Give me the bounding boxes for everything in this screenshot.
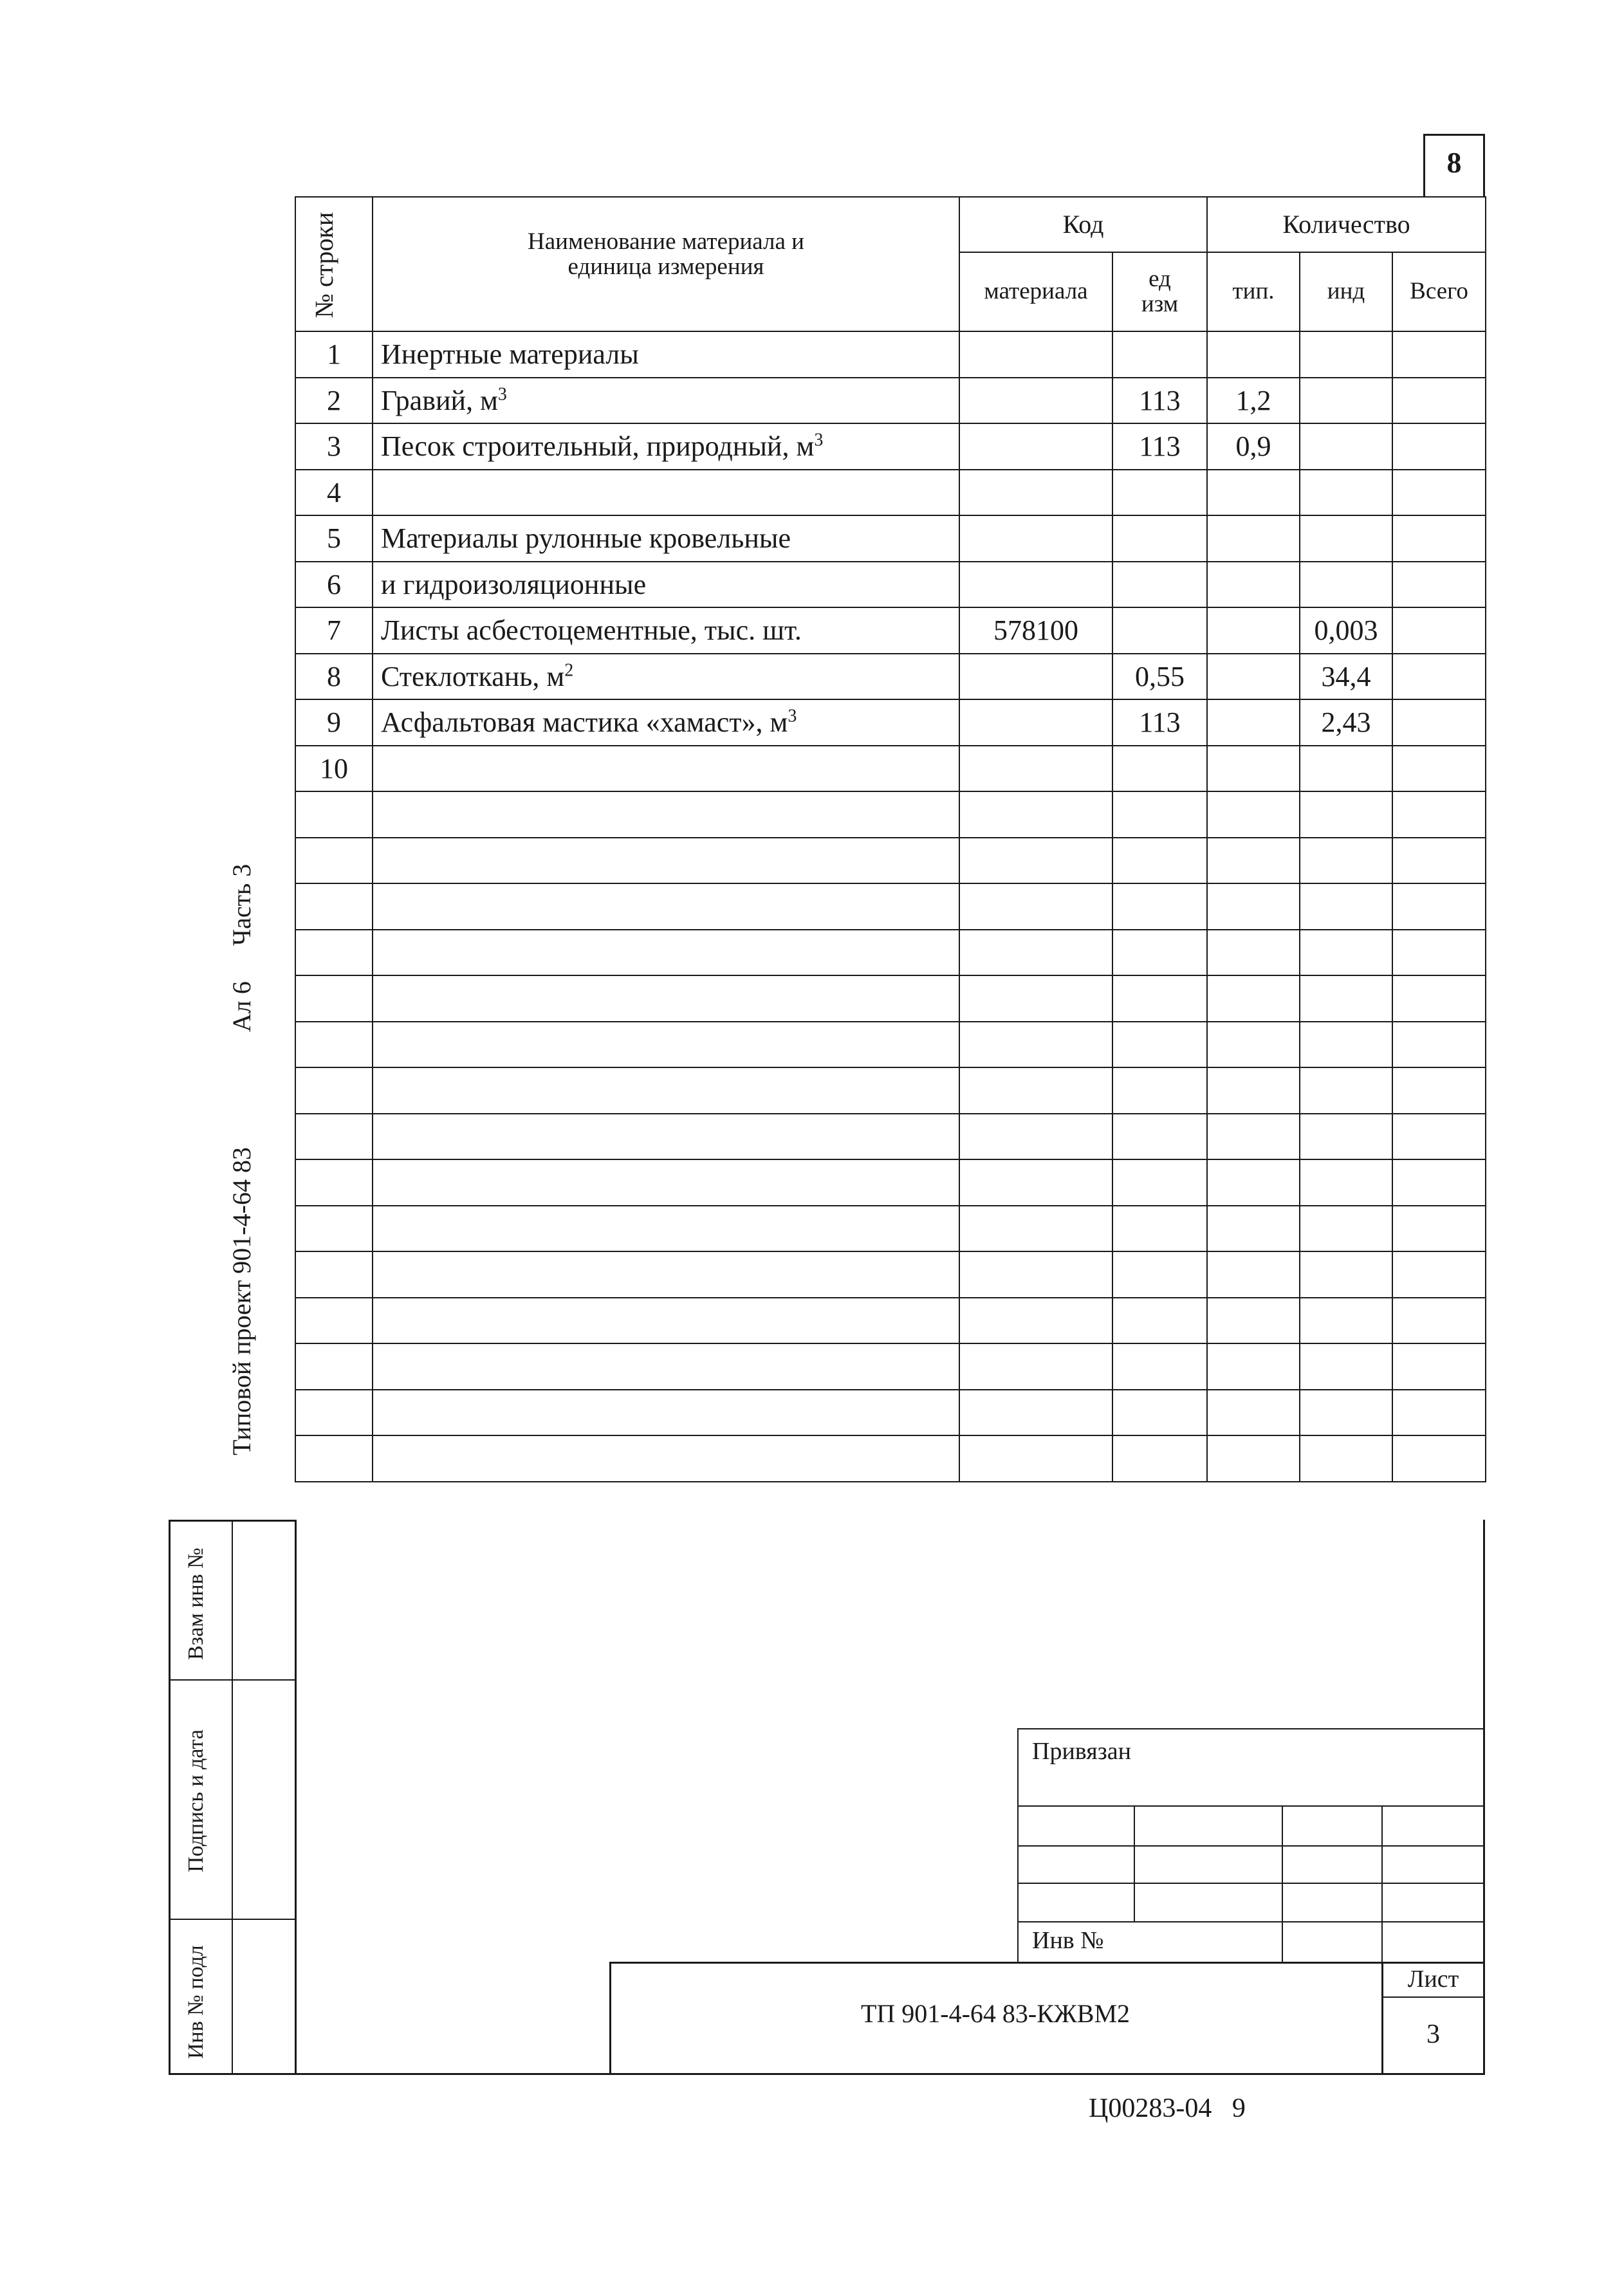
side-part: Часть 3 <box>227 863 256 946</box>
binding-label: Привязан <box>1032 1738 1131 1765</box>
row-qty-ind <box>1300 331 1392 378</box>
empty-cell <box>1112 1298 1207 1344</box>
row-qty-ind <box>1300 562 1392 608</box>
empty-cell <box>1392 1298 1486 1344</box>
empty-cell <box>1112 930 1207 976</box>
binding-v3 <box>1381 1805 1383 1963</box>
empty-cell <box>1112 838 1207 884</box>
header-qty-total: Всего <box>1392 252 1486 331</box>
empty-cell <box>1112 1022 1207 1068</box>
table-row <box>295 331 1486 378</box>
empty-cell <box>959 975 1112 1022</box>
header-quantity: Количество <box>1207 197 1486 252</box>
row-code-material <box>959 515 1112 562</box>
empty-cell <box>959 1159 1112 1206</box>
empty-cell <box>373 1435 959 1482</box>
row-code-material: 578100 <box>959 607 1112 654</box>
empty-cell <box>373 1067 959 1114</box>
empty-cell <box>1300 791 1392 838</box>
header-qty-ind: инд <box>1300 252 1392 331</box>
empty-cell <box>1207 1390 1300 1436</box>
row-qty-typ <box>1207 607 1300 654</box>
doc-code: ТП 901-4-64 83-КЖВМ2 <box>860 1999 1130 2028</box>
empty-cell <box>1207 1206 1300 1252</box>
empty-cell <box>959 1114 1112 1160</box>
empty-cell <box>1207 1251 1300 1298</box>
binding-h2 <box>1017 1845 1485 1847</box>
stamp-podpis-data: Подпись и дата <box>184 1729 208 1872</box>
row-name-text: Стеклоткань, м <box>381 660 565 692</box>
empty-cell <box>1300 883 1392 930</box>
row-qty-typ <box>1207 515 1300 562</box>
empty-cell <box>1300 1114 1392 1160</box>
row-code-unit: 0,55 <box>1112 654 1207 700</box>
row-name <box>373 562 959 608</box>
table-row <box>295 562 1486 608</box>
table-row <box>295 423 1486 470</box>
empty-cell <box>1112 883 1207 930</box>
row-code-material <box>959 423 1112 470</box>
row-name <box>373 746 959 792</box>
row-qty-ind <box>1300 515 1392 562</box>
empty-cell <box>1300 838 1392 884</box>
empty-cell <box>1112 1114 1207 1160</box>
empty-cell <box>295 838 373 884</box>
row-name-text: Листы асбестоцементные, тыс. шт. <box>381 614 802 647</box>
table-row-empty <box>295 1435 1486 1482</box>
empty-cell <box>1392 1390 1486 1436</box>
table-row-empty <box>295 975 1486 1022</box>
title-block-h <box>1381 1996 1485 1998</box>
empty-cell <box>1207 1435 1300 1482</box>
empty-cell <box>1112 1435 1207 1482</box>
row-code-material <box>959 699 1112 746</box>
header-qty-typ: тип. <box>1207 252 1300 331</box>
empty-cell <box>295 1206 373 1252</box>
empty-cell <box>295 930 373 976</box>
table-row-empty <box>295 1343 1486 1390</box>
binding-h3 <box>1017 1883 1485 1884</box>
row-name <box>373 699 959 746</box>
empty-cell <box>1112 1390 1207 1436</box>
empty-cell <box>959 883 1112 930</box>
empty-cell <box>373 975 959 1022</box>
row-name <box>373 515 959 562</box>
row-qty-typ <box>1207 562 1300 608</box>
row-qty-ind: 34,4 <box>1300 654 1392 700</box>
stamp-side-divider-v <box>232 1520 233 2075</box>
row-name <box>373 423 959 470</box>
empty-cell <box>959 1022 1112 1068</box>
empty-cell <box>1112 1343 1207 1390</box>
row-code-material <box>959 378 1112 424</box>
empty-cell <box>959 1298 1112 1344</box>
row-qty-total <box>1392 699 1486 746</box>
header-name <box>373 197 959 331</box>
row-qty-ind <box>1300 470 1392 516</box>
header-name-text: Наименование материала и единица измерения <box>528 228 804 280</box>
empty-cell <box>295 1390 373 1436</box>
binding-v2 <box>1282 1805 1283 1963</box>
row-code-material <box>959 654 1112 700</box>
empty-cell <box>373 1159 959 1206</box>
empty-cell <box>1300 1435 1392 1482</box>
row-no: 5 <box>295 515 373 562</box>
empty-cell <box>1300 1022 1392 1068</box>
row-code-material <box>959 746 1112 792</box>
empty-cell <box>295 791 373 838</box>
row-name-text: Материалы рулонные кровельные <box>381 522 791 555</box>
table-row <box>295 378 1486 424</box>
row-qty-ind <box>1300 378 1392 424</box>
empty-cell <box>1392 838 1486 884</box>
table-row-empty <box>295 1114 1486 1160</box>
row-code-unit <box>1112 562 1207 608</box>
table-row-empty <box>295 791 1486 838</box>
row-code-material <box>959 331 1112 378</box>
stamp-vzam-inv: Взам инв № <box>184 1547 208 1660</box>
row-qty-ind: 2,43 <box>1300 699 1392 746</box>
empty-cell <box>1207 1114 1300 1160</box>
header-code: Код <box>959 197 1207 252</box>
empty-cell <box>373 883 959 930</box>
empty-cell <box>1392 1067 1486 1114</box>
table-row <box>295 470 1486 516</box>
empty-cell <box>1300 930 1392 976</box>
empty-cell <box>959 791 1112 838</box>
empty-cell <box>295 1022 373 1068</box>
empty-cell <box>295 1251 373 1298</box>
empty-cell <box>1300 1298 1392 1344</box>
row-code-unit <box>1112 607 1207 654</box>
empty-cell <box>1392 930 1486 976</box>
row-qty-total <box>1392 607 1486 654</box>
empty-cell <box>295 1159 373 1206</box>
empty-cell <box>1392 1251 1486 1298</box>
binding-h4 <box>1017 1921 1485 1922</box>
empty-cell <box>1112 1206 1207 1252</box>
table-row-empty <box>295 838 1486 884</box>
table-row-empty <box>295 1022 1486 1068</box>
empty-cell <box>1300 1390 1392 1436</box>
footer-code: Ц00283-04 9 <box>1089 2094 1246 2123</box>
table-row-empty <box>295 1390 1486 1436</box>
empty-cell <box>1392 883 1486 930</box>
header-row-no-text: № строки <box>309 212 338 318</box>
empty-cell <box>1112 1251 1207 1298</box>
row-code-unit <box>1112 515 1207 562</box>
header-code-unit <box>1112 252 1207 331</box>
empty-cell <box>373 1206 959 1252</box>
row-name <box>373 470 959 516</box>
empty-cell <box>1207 930 1300 976</box>
row-code-material <box>959 470 1112 516</box>
table-row-empty <box>295 1298 1486 1344</box>
empty-cell <box>295 1298 373 1344</box>
empty-cell <box>1112 1067 1207 1114</box>
row-name <box>373 607 959 654</box>
empty-cell <box>1300 1206 1392 1252</box>
binding-v1 <box>1134 1805 1135 1921</box>
row-name-unit-exponent: 2 <box>564 660 574 681</box>
empty-cell <box>295 1343 373 1390</box>
empty-cell <box>1207 838 1300 884</box>
row-code-unit <box>1112 331 1207 378</box>
empty-cell <box>1207 791 1300 838</box>
row-name <box>373 331 959 378</box>
empty-cell <box>1392 1114 1486 1160</box>
row-qty-total <box>1392 654 1486 700</box>
binding-h1 <box>1017 1805 1485 1807</box>
stamp-side-divider-1 <box>169 1679 297 1681</box>
row-qty-typ <box>1207 470 1300 516</box>
empty-cell <box>1207 1298 1300 1344</box>
table-row <box>295 607 1486 654</box>
empty-cell <box>959 1206 1112 1252</box>
row-code-unit: 113 <box>1112 699 1207 746</box>
table-row <box>295 515 1486 562</box>
table-row <box>295 654 1486 700</box>
header-code-material: материала <box>959 252 1112 331</box>
empty-cell <box>373 1343 959 1390</box>
row-no: 7 <box>295 607 373 654</box>
sheet-label: Лист <box>1407 1966 1459 1993</box>
empty-cell <box>1112 1159 1207 1206</box>
empty-cell <box>373 1022 959 1068</box>
row-no: 9 <box>295 699 373 746</box>
row-no: 2 <box>295 378 373 424</box>
table-row-empty <box>295 1067 1486 1114</box>
empty-cell <box>1207 1067 1300 1114</box>
row-no: 6 <box>295 562 373 608</box>
stamp-side-divider-2 <box>169 1919 297 1920</box>
row-name-unit-exponent: 3 <box>497 384 507 405</box>
table-row-empty <box>295 1251 1486 1298</box>
empty-cell <box>373 1390 959 1436</box>
row-qty-ind: 0,003 <box>1300 607 1392 654</box>
row-qty-typ <box>1207 699 1300 746</box>
empty-cell <box>1392 975 1486 1022</box>
empty-cell <box>1300 1159 1392 1206</box>
empty-cell <box>1207 1343 1300 1390</box>
empty-cell <box>373 1298 959 1344</box>
empty-cell <box>373 1114 959 1160</box>
empty-cell <box>959 838 1112 884</box>
empty-cell <box>1207 975 1300 1022</box>
table-row-empty <box>295 930 1486 976</box>
empty-cell <box>1300 1067 1392 1114</box>
row-qty-typ: 0,9 <box>1207 423 1300 470</box>
table-row <box>295 699 1486 746</box>
row-name-text: Инертные материалы <box>381 338 639 371</box>
side-project: Типовой проект 901-4-64 83 <box>227 1147 256 1455</box>
row-no: 10 <box>295 746 373 792</box>
row-name-unit-exponent: 3 <box>814 430 824 450</box>
row-qty-total <box>1392 746 1486 792</box>
table-row-empty <box>295 883 1486 930</box>
row-qty-total <box>1392 423 1486 470</box>
page-number: 8 <box>1446 146 1462 179</box>
empty-cell <box>295 1114 373 1160</box>
empty-cell <box>959 930 1112 976</box>
empty-cell <box>1300 975 1392 1022</box>
empty-cell <box>1392 1022 1486 1068</box>
row-no: 8 <box>295 654 373 700</box>
row-qty-total <box>1392 331 1486 378</box>
row-code-unit <box>1112 470 1207 516</box>
empty-cell <box>959 1343 1112 1390</box>
empty-cell <box>1392 1343 1486 1390</box>
table-row-empty <box>295 1206 1486 1252</box>
empty-cell <box>373 791 959 838</box>
row-name-text: и гидроизоляционные <box>381 568 647 600</box>
row-qty-ind <box>1300 746 1392 792</box>
empty-cell <box>1392 1206 1486 1252</box>
header-row-no <box>295 197 373 331</box>
stamp-inv-podl: Инв № подл <box>184 1945 208 2059</box>
row-name <box>373 378 959 424</box>
side-album: Ал 6 <box>227 981 256 1032</box>
row-qty-total <box>1392 470 1486 516</box>
empty-cell <box>1300 1343 1392 1390</box>
empty-cell <box>373 838 959 884</box>
row-code-unit: 113 <box>1112 378 1207 424</box>
empty-cell <box>1112 975 1207 1022</box>
empty-cell <box>959 1390 1112 1436</box>
row-name <box>373 654 959 700</box>
row-name-text: Асфальтовая мастика «хамаст», м <box>381 706 788 739</box>
row-name-text: Песок строительный, природный, м <box>381 430 815 463</box>
row-qty-typ <box>1207 654 1300 700</box>
empty-cell <box>1392 791 1486 838</box>
empty-cell <box>959 1067 1112 1114</box>
row-qty-typ <box>1207 746 1300 792</box>
sheet-number: 3 <box>1426 2020 1440 2049</box>
empty-cell <box>373 1251 959 1298</box>
row-qty-ind <box>1300 423 1392 470</box>
empty-cell <box>295 1435 373 1482</box>
row-qty-total <box>1392 515 1486 562</box>
binding-inv-label: Инв № <box>1032 1927 1104 1954</box>
row-qty-total <box>1392 562 1486 608</box>
empty-cell <box>1207 1022 1300 1068</box>
table-row <box>295 746 1486 792</box>
row-name-text: Гравий, м <box>381 384 498 416</box>
row-no: 3 <box>295 423 373 470</box>
empty-cell <box>1392 1159 1486 1206</box>
row-name-unit-exponent: 3 <box>788 706 797 726</box>
row-no: 4 <box>295 470 373 516</box>
row-no: 1 <box>295 331 373 378</box>
empty-cell <box>1300 1251 1392 1298</box>
empty-cell <box>295 975 373 1022</box>
empty-cell <box>295 883 373 930</box>
empty-cell <box>295 1067 373 1114</box>
empty-cell <box>959 1251 1112 1298</box>
header-code-unit-text: ед изм <box>1141 265 1179 317</box>
empty-cell <box>1207 1159 1300 1206</box>
row-code-unit: 113 <box>1112 423 1207 470</box>
row-qty-typ <box>1207 331 1300 378</box>
row-qty-typ: 1,2 <box>1207 378 1300 424</box>
empty-cell <box>1392 1435 1486 1482</box>
row-code-material <box>959 562 1112 608</box>
empty-cell <box>1207 883 1300 930</box>
row-code-unit <box>1112 746 1207 792</box>
empty-cell <box>1112 791 1207 838</box>
row-qty-total <box>1392 378 1486 424</box>
empty-cell <box>373 930 959 976</box>
table-row-empty <box>295 1159 1486 1206</box>
empty-cell <box>959 1435 1112 1482</box>
materials-table <box>295 196 1486 1482</box>
